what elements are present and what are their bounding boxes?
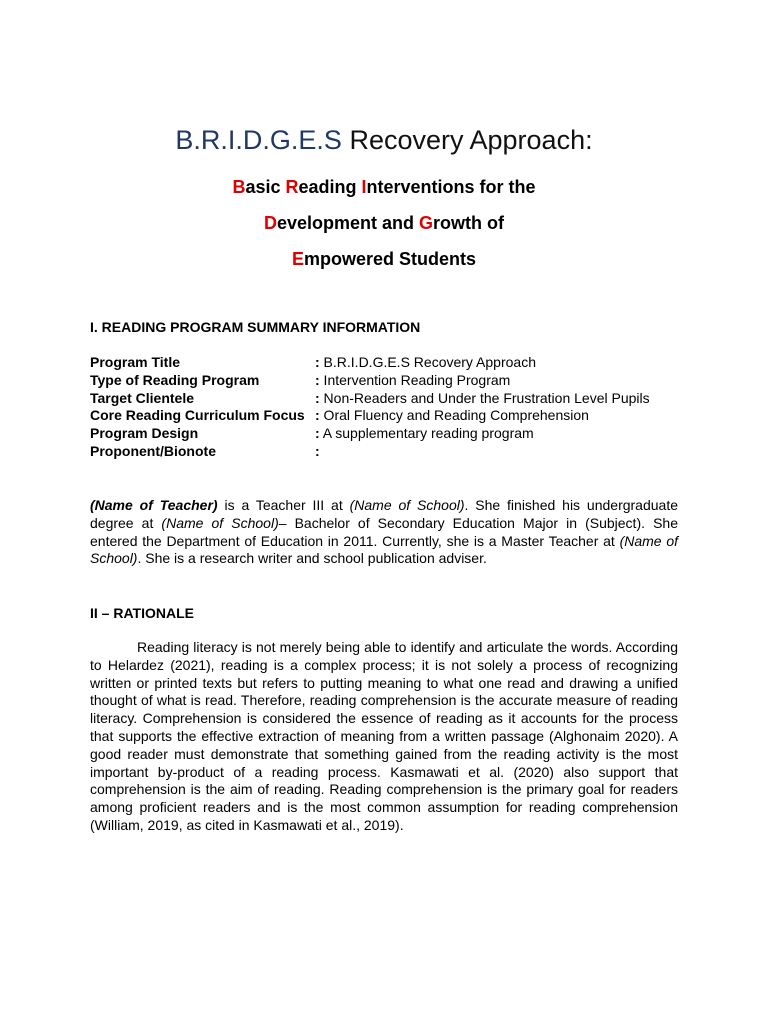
summary-value [315, 407, 589, 425]
document-title [0, 122, 768, 158]
title-rest: Recovery Approach: [341, 125, 593, 155]
bionote-emphasis: (Name of Teacher) [90, 497, 218, 513]
summary-colon: : [315, 407, 320, 424]
summary-value-text: Non-Readers and Under the Frustration Level Pupils [319, 389, 650, 406]
subtitle-text: mpowered Students [303, 249, 477, 269]
summary-colon: : [315, 442, 320, 459]
subtitle-text: eading [298, 177, 362, 197]
summary-row [90, 407, 690, 425]
bionote-emphasis: (Name of School) [161, 514, 279, 531]
title-acronym: B.R.I.D.G.E.S [175, 125, 342, 155]
summary-value [315, 372, 510, 390]
summary-colon: : [315, 425, 320, 442]
summary-label: Core Reading Curriculum Focus [90, 407, 305, 424]
subtitle-initial-letter: D [263, 213, 277, 233]
summary-row [90, 443, 690, 461]
summary-colon: : [315, 354, 320, 370]
summary-value-text: Oral Fluency and Reading Comprehension [319, 407, 589, 424]
subtitle-line-2 [0, 211, 768, 235]
summary-label: Type of Reading Program [90, 371, 260, 388]
bionote-text: . She finished his undergraduate degree at [90, 497, 679, 531]
subtitle-initial-letter: E [291, 249, 304, 269]
bionote-text: is a Teacher III at [217, 497, 350, 513]
summary-row [90, 425, 690, 443]
subtitle-text: rowth of [433, 213, 505, 233]
summary-value [315, 425, 534, 443]
summary-value-text: Intervention Reading Program [319, 371, 511, 388]
summary-label: Program Design [90, 425, 199, 442]
summary-row [90, 354, 690, 372]
bionote-text: – Bachelor of Secondary Education Major in (Subject). She entered the Department of Education in 2011. Currently, she is a Master Teacher at [90, 514, 678, 549]
subtitle-line-1 [0, 175, 768, 199]
section-heading-summary: I. READING PROGRAM SUMMARY INFORMATION [90, 319, 421, 335]
subtitle-initial-letter: I [361, 177, 367, 197]
bionote-emphasis: (Name of School) [90, 532, 678, 567]
subtitle-initial-letter: B [232, 177, 246, 197]
summary-label: Target Clientele [90, 389, 194, 406]
summary-label: Program Title [90, 354, 180, 370]
bionote-emphasis: (Name of School) [349, 497, 465, 513]
summary-value-text: B.R.I.D.G.E.S Recovery Approach [319, 354, 536, 370]
summary-value [315, 390, 650, 408]
summary-colon: : [315, 389, 320, 406]
summary-row [90, 372, 690, 390]
subtitle-text: evelopment and [276, 213, 420, 233]
subtitle-text: nterventions for the [366, 177, 536, 197]
bionote-paragraph [90, 497, 678, 568]
subtitle-text: asic [245, 177, 286, 197]
subtitle-initial-letter: R [285, 177, 299, 197]
summary-value-text: A supplementary reading program [319, 425, 534, 442]
summary-label: Proponent/Bionote [90, 442, 216, 459]
summary-row [90, 390, 690, 408]
rationale-paragraph: Reading literacy is not merely being able to identify and articulate the words. According to Helardez (2021), reading is a complex process; it is not solely a process of recognizing written or printed texts but refers to putting meaning to what one read and drawing a unified thought of what is read. Therefore, reading comprehension is the accurate measure of reading literacy. Comprehension is considered the essence of reading as it accounts for the process that supports the effective extraction of meaning from a written passage (Alghonaim 2020). A good reader must demonstrate that something gained from the reading activity is the most important by-product of a reading process. Kasmawati et al. (2020) also support that comprehension is the aim of reading. Reading comprehension is the primary goal for readers among proficient readers and is the most common assumption for reading comprehension (William, 2019, as cited in Kasmawati et al., 2019). [90, 639, 678, 833]
summary-value [315, 443, 320, 461]
summary-colon: : [315, 371, 320, 388]
summary-table [90, 354, 690, 461]
section-heading-rationale: II – RATIONALE [90, 605, 194, 621]
bionote-text: . She is a research writer and school publication adviser. [137, 550, 487, 567]
subtitle-initial-letter: G [419, 213, 434, 233]
summary-value [315, 354, 536, 372]
subtitle-line-3 [0, 247, 768, 271]
